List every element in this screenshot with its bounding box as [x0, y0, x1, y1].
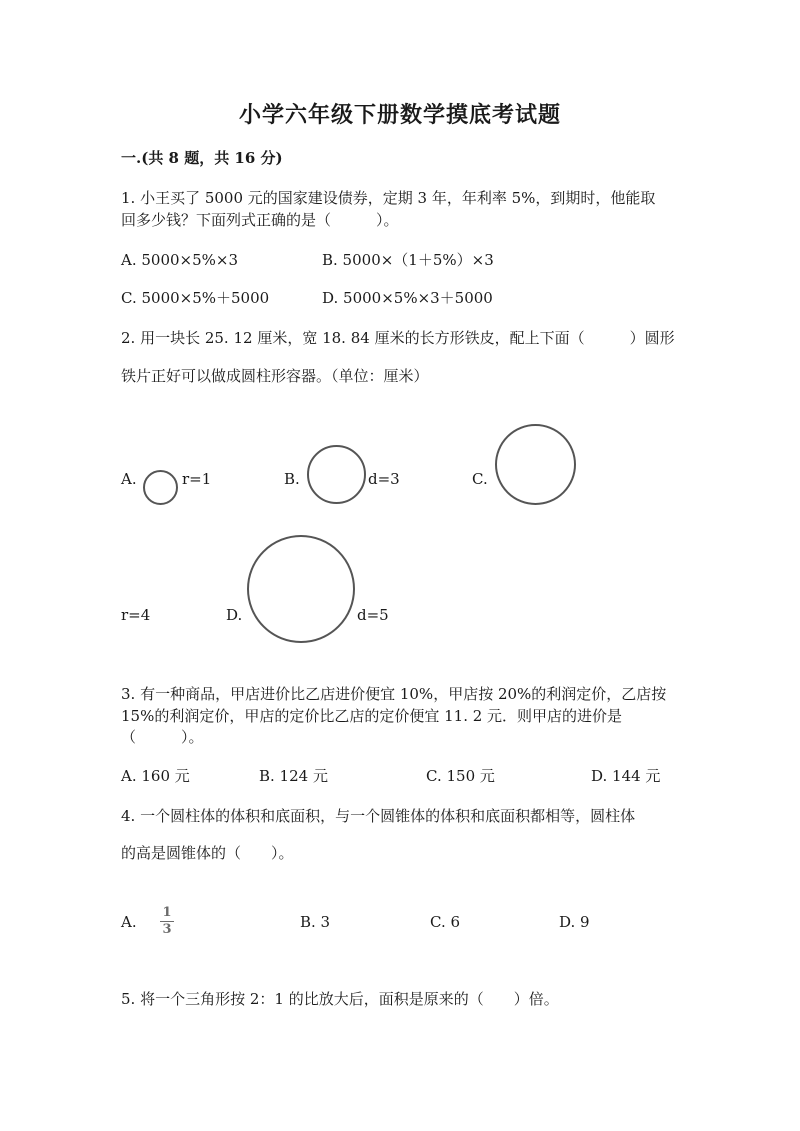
question-3-option-d: D. 144 元 [591, 767, 661, 785]
question-2-label-d: D. [226, 606, 243, 624]
question-4-text: 4. 一个圆柱体的体积和底面积，与一个圆锥体的体积和底面积都相等，圆柱体 [121, 807, 636, 825]
fraction-numerator: 1 [162, 905, 172, 920]
circle-c-shape [495, 424, 576, 505]
question-4-option-c: C. 6 [430, 913, 461, 931]
fraction-one-third [160, 906, 174, 937]
question-4-text-cont: 的高是圆锥体的（ ）。 [121, 844, 294, 862]
question-1-text: 1. 小王买了 5000 元的国家建设债券，定期 3 年，年利率 5%，到期时，他能取 [121, 189, 656, 207]
question-3-option-c: C. 150 元 [426, 767, 495, 785]
question-2-label-d5: d=5 [357, 606, 389, 624]
question-1-option-d: D. 5000×5%×3＋5000 [322, 289, 493, 307]
question-4-option-b: B. 3 [300, 913, 331, 931]
question-5-text: 5. 将一个三角形按 2：1 的比放大后，面积是原来的（ ）倍。 [121, 990, 559, 1008]
question-3-text-cont: 15%的利润定价，甲店的定价比乙店的定价便宜 11. 2 元．则甲店的进价是 [121, 707, 623, 725]
question-2-text: 2. 用一块长 25. 12 厘米，宽 18. 84 厘米的长方形铁皮，配上下面（ ）圆形 [121, 329, 675, 347]
circle-b-shape [307, 445, 366, 504]
question-2-label-a: A. [121, 470, 137, 488]
question-4-option-a: A. [121, 913, 137, 931]
fraction-denominator: 3 [162, 922, 172, 937]
question-2-text-cont: 铁片正好可以做成圆柱形容器。（单位：厘米） [121, 367, 429, 385]
circle-a-shape [143, 470, 178, 505]
question-3-text-blank: （ ）。 [121, 728, 204, 746]
question-1-option-a: A. 5000×5%×3 [121, 251, 239, 269]
question-1-option-b: B. 5000×（1＋5%）×3 [322, 251, 494, 269]
question-2-label-c: C. [472, 470, 488, 488]
question-1-option-c: C. 5000×5%＋5000 [121, 289, 270, 307]
question-4-option-d: D. 9 [559, 913, 590, 931]
section-heading: 一.(共 8 题，共 16 分) [121, 149, 283, 167]
question-2-label-r1: r=1 [182, 470, 212, 488]
question-1-text-cont: 回多少钱？下面列式正确的是（ ）。 [121, 211, 399, 229]
circle-d-shape [247, 535, 355, 643]
question-3-option-b: B. 124 元 [259, 767, 328, 785]
question-2-label-d3: d=3 [368, 470, 400, 488]
question-3-text: 3. 有一种商品，甲店进价比乙店进价便宜 10%，甲店按 20%的利润定价，乙店按 [121, 685, 667, 703]
page-title: 小学六年级下册数学摸底考试题 [238, 102, 561, 128]
question-2-label-r4: r=4 [121, 606, 151, 624]
question-3-option-a: A. 160 元 [121, 767, 190, 785]
question-2-label-b: B. [284, 470, 300, 488]
